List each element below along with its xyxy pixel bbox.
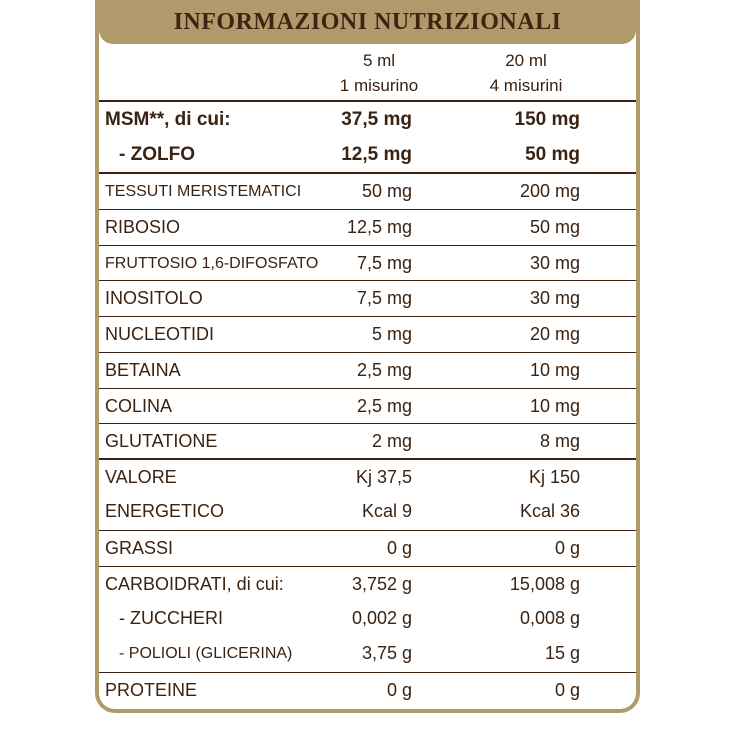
row-label: CARBOIDRATI, di cui: <box>105 574 284 594</box>
row-label: - ZOLFO <box>119 143 195 165</box>
row-label: RIBOSIO <box>105 217 181 237</box>
row-label: PROTEINE <box>105 680 198 700</box>
column-header-amount: 20 ml <box>505 51 547 70</box>
row-label: COLINA <box>105 396 173 416</box>
value-20ml: 30 mg <box>529 253 580 273</box>
value-5ml: 7,5 mg <box>356 253 412 273</box>
value-20ml: 10 mg <box>529 360 580 380</box>
value-5ml: Kcal 9 <box>361 501 412 521</box>
value-5ml: 12,5 mg <box>341 143 412 165</box>
value-20ml: 10 mg <box>529 396 580 416</box>
row-label: TESSUTI MERISTEMATICI <box>105 182 302 200</box>
value-20ml: 50 mg <box>529 217 580 237</box>
table-row <box>99 281 636 316</box>
row-label: ENERGETICO <box>105 501 225 521</box>
table-row <box>99 636 636 671</box>
value-20ml: Kj 150 <box>528 467 580 487</box>
table-row <box>99 210 636 245</box>
table-row <box>99 673 636 708</box>
table-row <box>99 317 636 352</box>
row-label: VALORE <box>105 467 177 487</box>
column-header-20ml <box>451 48 601 98</box>
value-20ml: 50 mg <box>525 143 580 165</box>
column-headers <box>99 44 636 100</box>
value-5ml: 2,5 mg <box>356 360 412 380</box>
nutrition-panel <box>95 0 640 713</box>
value-5ml: 0 g <box>386 680 412 700</box>
table-row <box>99 531 636 566</box>
value-5ml: 50 mg <box>361 181 412 201</box>
table-row <box>99 424 636 459</box>
value-5ml: 12,5 mg <box>346 217 412 237</box>
value-5ml: 7,5 mg <box>356 288 412 308</box>
value-20ml: 0 g <box>554 538 580 558</box>
value-20ml: 0,008 g <box>519 608 580 628</box>
column-header-measure: 1 misurino <box>339 76 419 95</box>
value-20ml: 15,008 g <box>509 574 580 594</box>
row-label: NUCLEOTIDI <box>105 324 215 344</box>
row-label: GLUTATIONE <box>105 431 218 451</box>
table-row <box>99 102 636 137</box>
row-label: INOSITOLO <box>105 288 203 308</box>
value-5ml: 3,752 g <box>351 574 412 594</box>
column-header-measure: 4 misurini <box>489 76 563 95</box>
row-label: FRUTTOSIO 1,6-DIFOSFATO <box>105 254 319 272</box>
value-20ml: 30 mg <box>529 288 580 308</box>
value-5ml: 5 mg <box>371 324 412 344</box>
value-5ml: Kj 37,5 <box>355 467 412 487</box>
row-label: - POLIOLI (GLICERINA) <box>119 644 293 662</box>
table-row <box>99 389 636 424</box>
table-row <box>99 567 636 602</box>
value-20ml: 20 mg <box>529 324 580 344</box>
column-header-amount: 5 ml <box>362 51 396 70</box>
value-5ml: 0,002 g <box>351 608 412 628</box>
value-5ml: 37,5 mg <box>341 108 412 130</box>
row-label: GRASSI <box>105 538 174 558</box>
value-20ml: 150 mg <box>514 108 580 130</box>
table-row <box>99 174 636 209</box>
row-label: - ZUCCHERI <box>119 608 223 628</box>
panel-title: INFORMAZIONI NUTRIZIONALI <box>173 8 562 35</box>
panel-header <box>99 0 636 44</box>
row-label: BETAINA <box>105 360 181 380</box>
value-5ml: 2 mg <box>371 431 412 451</box>
table-row <box>99 246 636 281</box>
row-label: MSM**, di cui: <box>105 108 231 130</box>
value-5ml: 0 g <box>386 538 412 558</box>
value-5ml: 3,75 g <box>361 643 412 663</box>
value-20ml: 200 mg <box>519 181 580 201</box>
value-20ml: 8 mg <box>539 431 580 451</box>
table-row <box>99 353 636 388</box>
value-20ml: Kcal 36 <box>519 501 580 521</box>
table-row <box>99 494 636 529</box>
value-20ml: 0 g <box>554 680 580 700</box>
value-20ml: 15 g <box>544 643 580 663</box>
table-row <box>99 601 636 636</box>
column-header-5ml <box>324 48 434 98</box>
table-row <box>99 460 636 495</box>
value-5ml: 2,5 mg <box>356 396 412 416</box>
table-row <box>99 137 636 172</box>
